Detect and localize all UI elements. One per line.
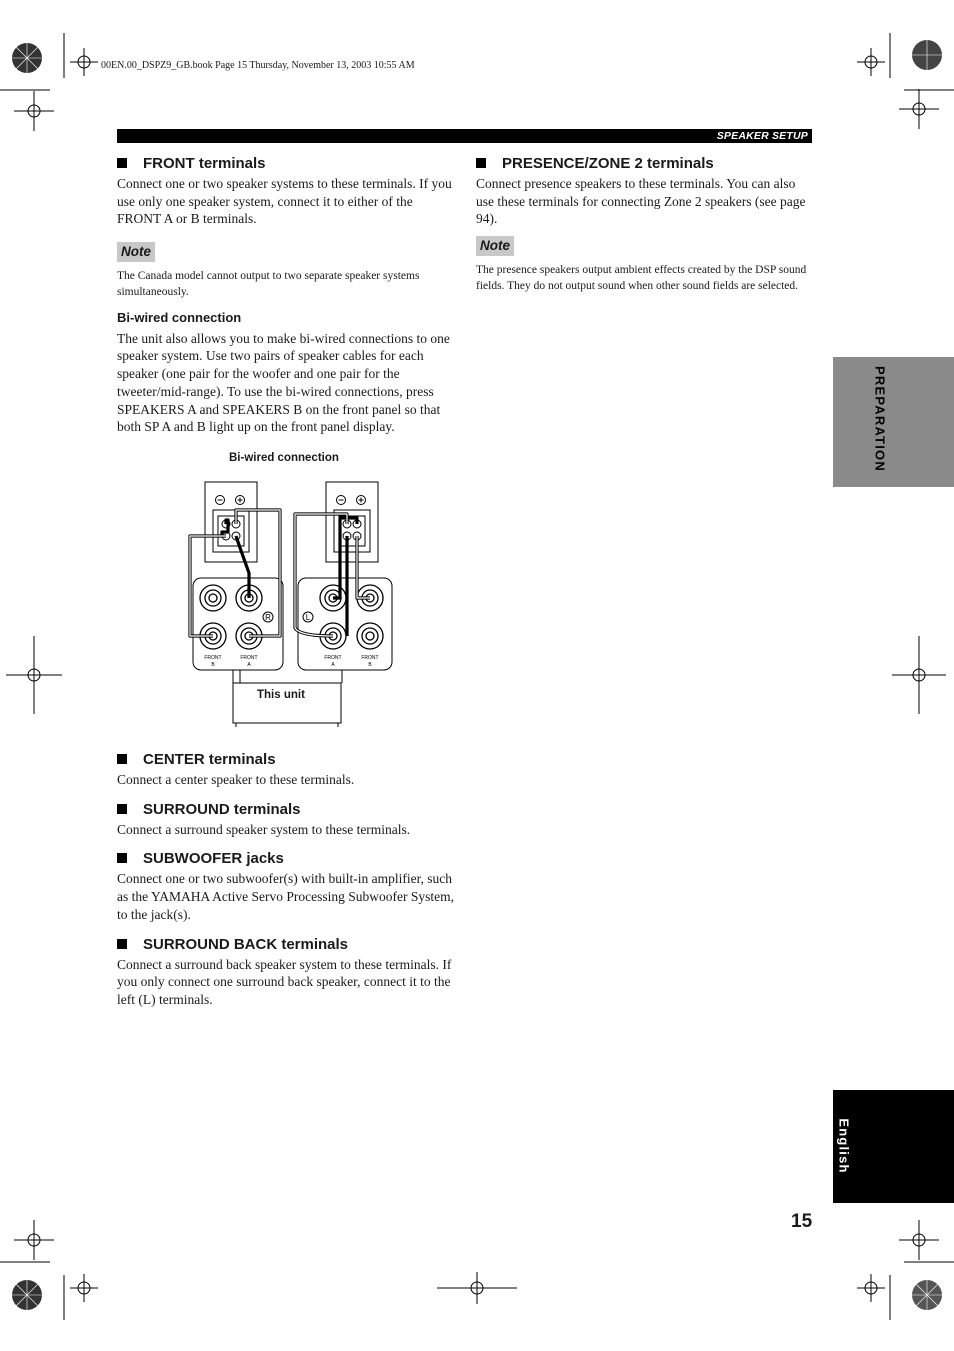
- print-header: 00EN.00_DSPZ9_GB.book Page 15 Thursday, November 13, 2003 10:55 AM: [101, 60, 415, 71]
- channel-r-label: R: [265, 613, 271, 622]
- section-heading: SURROUND BACK terminals: [117, 936, 457, 954]
- section-bar: [117, 129, 812, 143]
- presence-section: [476, 155, 816, 295]
- registration-target-icon: [857, 48, 885, 76]
- page-number: 15: [791, 1211, 813, 1232]
- terminal-label: FRONT: [324, 655, 342, 661]
- registration-target-icon: [892, 636, 946, 714]
- terminal-label: FRONT: [361, 655, 379, 661]
- registration-target-icon: [14, 91, 54, 131]
- terminal-label: A: [247, 662, 251, 668]
- registration-target-icon: [899, 89, 939, 129]
- lower-sections: [117, 751, 457, 1009]
- terminal-label: A: [331, 662, 335, 668]
- this-unit-label: This unit: [257, 689, 305, 701]
- tab-english-label: English: [836, 1118, 852, 1174]
- square-bullet-icon: [117, 158, 127, 168]
- note-label: Note: [117, 242, 155, 262]
- tab-preparation: [833, 357, 954, 487]
- section-heading: SURROUND terminals: [117, 801, 457, 819]
- channel-l-label: L: [305, 613, 311, 622]
- front-terminals-section: [117, 155, 455, 436]
- square-bullet-icon: [117, 804, 127, 814]
- square-bullet-icon: [117, 754, 127, 764]
- square-bullet-icon: [117, 853, 127, 863]
- note-label: Note: [476, 236, 514, 256]
- tab-english: [833, 1090, 954, 1203]
- section-bar-label: SPEAKER SETUP: [716, 130, 808, 142]
- square-bullet-icon: [476, 158, 486, 168]
- registration-target-icon: [6, 636, 62, 714]
- biwired-body: The unit also allows you to make bi-wired connections to one speaker system. Use two pairs of speaker cables for each speaker (one pair for the woofer and one pair for the tweeter/mid-range). To use the bi-wired connections, press SPEAKERS A and SPEAKERS B on the front panel so that both SP A and B light up on the front panel display.: [117, 330, 450, 435]
- subwoofer-body: Connect one or two subwoofer(s) with built-in amplifier, such as the YAMAHA Active Servo Processing Subwoofer System, to the jack(s).: [117, 871, 454, 922]
- presence-note: The presence speakers output ambient effects created by the DSP sound fields. They do not output sound when other sound fields are selected.: [476, 264, 807, 293]
- front-note: The Canada model cannot output to two separate speaker systems simultaneously.: [117, 270, 420, 299]
- section-heading: PRESENCE/ZONE 2 terminals: [476, 155, 816, 173]
- square-bullet-icon: [117, 939, 127, 949]
- terminal-label: B: [211, 662, 215, 668]
- registration-target-icon: [857, 1274, 885, 1302]
- registration-target-icon: [70, 48, 98, 76]
- presence-body: Connect presence speakers to these terminals. You can also use these terminals for connecting Zone 2 speakers (see page 94).: [476, 176, 806, 227]
- tab-preparation-label: PREPARATION: [872, 366, 888, 472]
- registration-target-icon: [899, 1220, 939, 1260]
- terminal-label: B: [368, 662, 372, 668]
- section-heading: SUBWOOFER jacks: [117, 850, 457, 868]
- surround-back-body: Connect a surround back speaker system to these terminals. If you only connect one surround back speaker, connect it to the left (L) terminals.: [117, 956, 452, 1007]
- section-heading: CENTER terminals: [117, 751, 457, 769]
- registration-target-icon: [437, 1272, 517, 1304]
- registration-target-icon: [70, 1274, 98, 1302]
- surround-body: Connect a surround speaker system to these terminals.: [117, 821, 411, 837]
- front-body: Connect one or two speaker systems to these terminals. If you use only one speaker system, connect it to either of the FRONT A or B terminals.: [117, 176, 452, 227]
- biwired-heading: Bi-wired connection: [117, 309, 242, 325]
- terminal-label: FRONT: [204, 655, 222, 661]
- registration-target-icon: [14, 1220, 54, 1260]
- center-body: Connect a center speaker to these terminals.: [117, 772, 355, 787]
- terminal-label: FRONT: [240, 655, 258, 661]
- section-heading: FRONT terminals: [117, 155, 455, 173]
- diagram-title: Bi-wired connection: [229, 452, 339, 464]
